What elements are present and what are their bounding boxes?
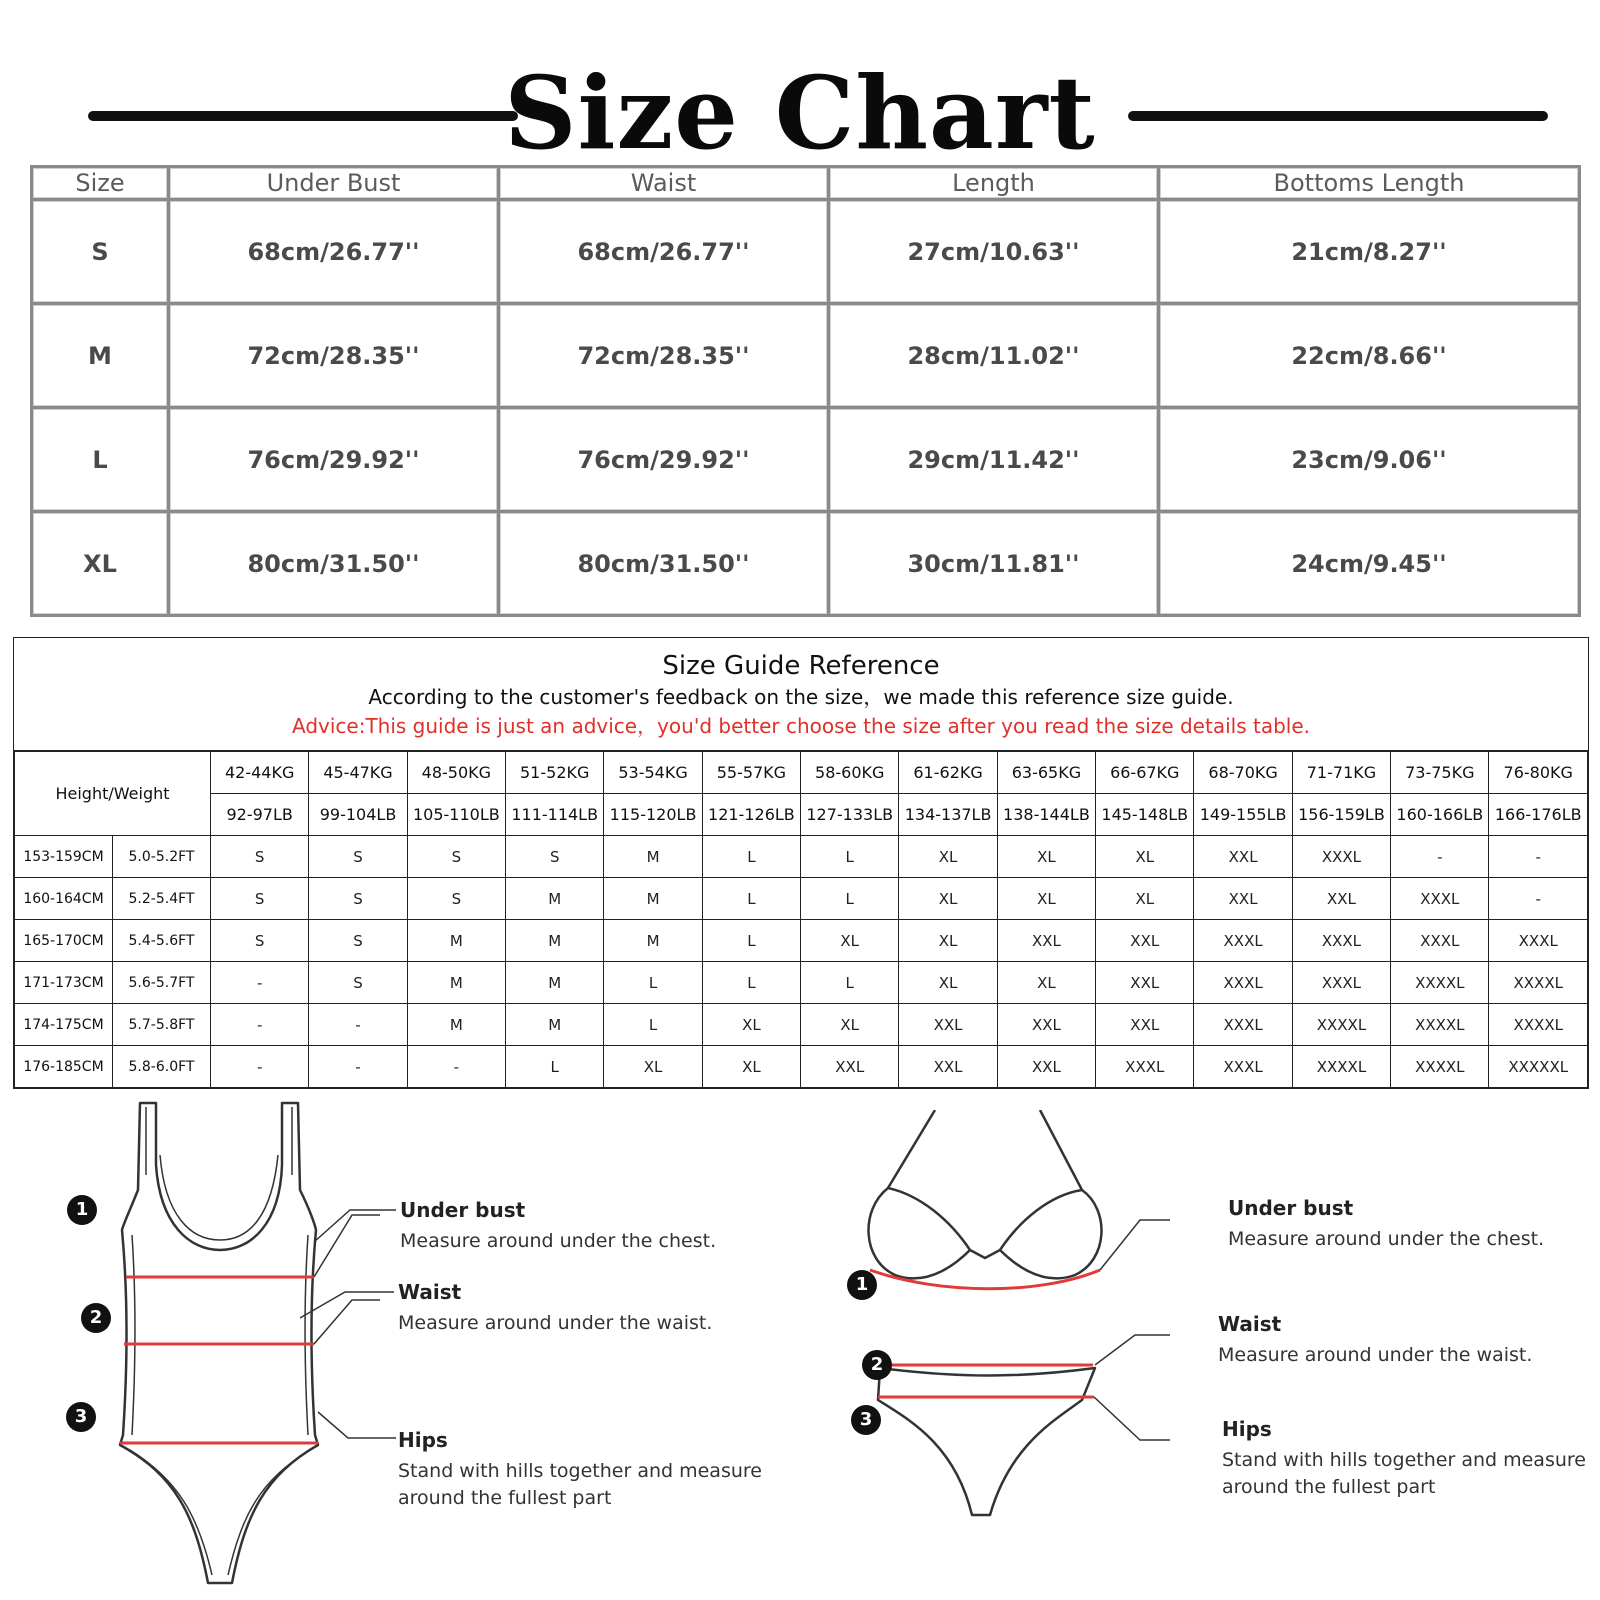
size-cell: M bbox=[32, 304, 169, 408]
recommended-size-cell: XL bbox=[1096, 836, 1194, 878]
recommended-size-cell: L bbox=[506, 1046, 604, 1088]
recommended-size-cell: S bbox=[407, 878, 505, 920]
header-size: Size bbox=[32, 167, 169, 200]
recommended-size-cell: M bbox=[506, 1004, 604, 1046]
height-cm-cell: 174-175CM bbox=[15, 1004, 113, 1046]
measurement-row bbox=[32, 408, 1580, 512]
recommended-size-cell: XXXXXL bbox=[1489, 1046, 1588, 1088]
measurement-table bbox=[30, 165, 1581, 617]
weight-lb-cell: 92-97LB bbox=[211, 794, 309, 836]
recommended-size-cell: XXXL bbox=[1292, 962, 1390, 1004]
measurement-header-row bbox=[32, 167, 1580, 200]
badge-3-icon: 3 bbox=[66, 1402, 96, 1432]
recommended-size-cell: S bbox=[407, 836, 505, 878]
recommended-size-cell: XL bbox=[801, 1004, 899, 1046]
bikini-cup-left bbox=[869, 1188, 970, 1278]
recommended-size-cell: L bbox=[702, 962, 800, 1004]
weight-kg-cell: 53-54KG bbox=[604, 752, 702, 794]
recommended-size-cell: - bbox=[1391, 836, 1489, 878]
under-bust-cell: 72cm/28.35'' bbox=[169, 304, 499, 408]
waist-cell: 76cm/29.92'' bbox=[499, 408, 829, 512]
height-ft-cell: 5.6-5.7FT bbox=[113, 962, 211, 1004]
recommended-size-cell: XXL bbox=[1096, 962, 1194, 1004]
recommended-size-cell: - bbox=[309, 1046, 407, 1088]
recommended-size-cell: XXXXL bbox=[1292, 1004, 1390, 1046]
recommended-size-cell: S bbox=[506, 836, 604, 878]
label-heading: Waist bbox=[398, 1280, 462, 1304]
recommended-size-cell: XXXXL bbox=[1489, 1004, 1588, 1046]
size-cell: S bbox=[32, 200, 169, 304]
badge-1-icon: 1 bbox=[67, 1195, 97, 1225]
recommended-size-cell: L bbox=[702, 920, 800, 962]
under-bust-curve bbox=[870, 1270, 1100, 1289]
bottoms-length-cell: 22cm/8.66'' bbox=[1159, 304, 1580, 408]
recommended-size-cell: M bbox=[604, 836, 702, 878]
recommended-size-cell: XL bbox=[801, 920, 899, 962]
weight-lb-cell: 99-104LB bbox=[309, 794, 407, 836]
bikini-diagram bbox=[850, 1110, 1170, 1580]
recommended-size-cell: XXL bbox=[1096, 920, 1194, 962]
length-cell: 28cm/11.02'' bbox=[829, 304, 1159, 408]
weight-kg-cell: 73-75KG bbox=[1391, 752, 1489, 794]
recommended-size-cell: XL bbox=[604, 1046, 702, 1088]
bikini-bottom-outline bbox=[878, 1368, 1095, 1515]
right-hips-label bbox=[1222, 1417, 1586, 1501]
recommended-size-cell: XL bbox=[997, 878, 1095, 920]
recommended-size-cell: S bbox=[309, 920, 407, 962]
recommended-size-cell: - bbox=[211, 1004, 309, 1046]
label-heading: Waist bbox=[1218, 1312, 1282, 1336]
recommended-size-cell: L bbox=[801, 836, 899, 878]
right-waist-label bbox=[1218, 1312, 1532, 1369]
recommended-size-cell: XL bbox=[997, 962, 1095, 1004]
recommended-size-cell: M bbox=[407, 962, 505, 1004]
recommended-size-cell: XL bbox=[997, 836, 1095, 878]
recommended-size-cell: XXL bbox=[801, 1046, 899, 1088]
recommended-size-cell: XXXXL bbox=[1391, 1004, 1489, 1046]
weight-kg-cell: 51-52KG bbox=[506, 752, 604, 794]
recommended-size-cell: M bbox=[506, 962, 604, 1004]
under-bust-cell: 68cm/26.77'' bbox=[169, 200, 499, 304]
recommended-size-cell: XXXXL bbox=[1391, 962, 1489, 1004]
recommended-size-cell: XXXXL bbox=[1292, 1046, 1390, 1088]
recommended-size-cell: XXXL bbox=[1391, 878, 1489, 920]
weight-kg-cell: 68-70KG bbox=[1194, 752, 1292, 794]
weight-kg-cell: 63-65KG bbox=[997, 752, 1095, 794]
size-guide-header bbox=[14, 638, 1588, 751]
left-hips-label bbox=[398, 1428, 762, 1512]
weight-kg-cell: 61-62KG bbox=[899, 752, 997, 794]
label-heading: Under bust bbox=[400, 1198, 526, 1222]
label-description: around the fullest part bbox=[398, 1487, 612, 1509]
weight-lb-cell: 121-126LB bbox=[702, 794, 800, 836]
height-cm-cell: 160-164CM bbox=[15, 878, 113, 920]
size-guide-table bbox=[14, 751, 1588, 1088]
under-bust-leader bbox=[1100, 1220, 1170, 1270]
bottoms-length-cell: 23cm/9.06'' bbox=[1159, 408, 1580, 512]
height-ft-cell: 5.4-5.6FT bbox=[113, 920, 211, 962]
recommended-size-cell: XXL bbox=[899, 1046, 997, 1088]
weight-kg-row bbox=[15, 752, 1588, 794]
weight-lb-cell: 145-148LB bbox=[1096, 794, 1194, 836]
weight-lb-cell: 105-110LB bbox=[407, 794, 505, 836]
recommended-size-cell: M bbox=[604, 878, 702, 920]
weight-lb-cell: 160-166LB bbox=[1391, 794, 1489, 836]
waist-leader bbox=[1095, 1335, 1170, 1365]
bikini-cup-right bbox=[1000, 1190, 1101, 1278]
recommended-size-cell: M bbox=[506, 920, 604, 962]
weight-lb-cell: 111-114LB bbox=[506, 794, 604, 836]
height-ft-cell: 5.7-5.8FT bbox=[113, 1004, 211, 1046]
recommended-size-cell: XXXL bbox=[1292, 920, 1390, 962]
recommended-size-cell: XXXXL bbox=[1391, 1046, 1489, 1088]
recommended-size-cell: XXXL bbox=[1096, 1046, 1194, 1088]
size-guide-title: Size Guide Reference bbox=[662, 651, 940, 681]
weight-lb-cell: 115-120LB bbox=[604, 794, 702, 836]
recommended-size-cell: S bbox=[309, 962, 407, 1004]
size-guide-reference bbox=[13, 637, 1589, 1089]
recommended-size-cell: M bbox=[407, 1004, 505, 1046]
weight-lb-cell: 149-155LB bbox=[1194, 794, 1292, 836]
badge-2-icon: 2 bbox=[862, 1350, 892, 1380]
waist-cell: 68cm/26.77'' bbox=[499, 200, 829, 304]
badge-3-icon: 3 bbox=[851, 1405, 881, 1435]
height-row bbox=[15, 1004, 1588, 1046]
header-bottoms-length: Bottoms Length bbox=[1159, 167, 1580, 200]
weight-kg-cell: 48-50KG bbox=[407, 752, 505, 794]
recommended-size-cell: XXL bbox=[997, 1004, 1095, 1046]
height-row bbox=[15, 1046, 1588, 1088]
recommended-size-cell: XXL bbox=[997, 920, 1095, 962]
recommended-size-cell: XL bbox=[899, 836, 997, 878]
height-cm-cell: 171-173CM bbox=[15, 962, 113, 1004]
label-description: around the fullest part bbox=[1222, 1476, 1436, 1498]
height-row bbox=[15, 836, 1588, 878]
height-row bbox=[15, 962, 1588, 1004]
height-ft-cell: 5.2-5.4FT bbox=[113, 878, 211, 920]
recommended-size-cell: M bbox=[407, 920, 505, 962]
recommended-size-cell: XL bbox=[899, 962, 997, 1004]
recommended-size-cell: XXXL bbox=[1194, 1046, 1292, 1088]
recommended-size-cell: XXXL bbox=[1194, 962, 1292, 1004]
recommended-size-cell: XXL bbox=[997, 1046, 1095, 1088]
height-cm-cell: 153-159CM bbox=[15, 836, 113, 878]
height-cm-cell: 176-185CM bbox=[15, 1046, 113, 1088]
one-piece-leaders bbox=[300, 1200, 410, 1460]
recommended-size-cell: L bbox=[801, 962, 899, 1004]
height-row bbox=[15, 878, 1588, 920]
recommended-size-cell: S bbox=[309, 836, 407, 878]
recommended-size-cell: XXXL bbox=[1292, 836, 1390, 878]
weight-kg-cell: 58-60KG bbox=[801, 752, 899, 794]
header-length: Length bbox=[829, 167, 1159, 200]
weight-kg-cell: 66-67KG bbox=[1096, 752, 1194, 794]
page-title: Size Chart bbox=[504, 54, 1096, 172]
size-guide-advice: Advice:This guide is just an advice，you'd better choose the size after you read the size details table. bbox=[292, 714, 1310, 738]
waist-cell: 80cm/31.50'' bbox=[499, 512, 829, 616]
length-cell: 29cm/11.42'' bbox=[829, 408, 1159, 512]
weight-lb-cell: 127-133LB bbox=[801, 794, 899, 836]
swimsuit-strap-inner bbox=[146, 1107, 292, 1175]
size-guide-subtitle: According to the customer's feedback on the size，we made this reference size guide. bbox=[368, 685, 1234, 709]
size-cell: XL bbox=[32, 512, 169, 616]
recommended-size-cell: XL bbox=[702, 1046, 800, 1088]
recommended-size-cell: XL bbox=[899, 878, 997, 920]
weight-lb-row bbox=[15, 794, 1588, 836]
length-cell: 27cm/10.63'' bbox=[829, 200, 1159, 304]
recommended-size-cell: XL bbox=[899, 920, 997, 962]
length-cell: 30cm/11.81'' bbox=[829, 512, 1159, 616]
recommended-size-cell: - bbox=[211, 962, 309, 1004]
label-description: Measure around under the waist. bbox=[398, 1312, 713, 1334]
recommended-size-cell: XL bbox=[702, 1004, 800, 1046]
bottoms-length-cell: 21cm/8.27'' bbox=[1159, 200, 1580, 304]
right-under-bust-label bbox=[1228, 1196, 1544, 1253]
size-chart-header bbox=[0, 48, 1600, 178]
recommended-size-cell: XXXL bbox=[1489, 920, 1588, 962]
height-row bbox=[15, 920, 1588, 962]
weight-lb-cell: 134-137LB bbox=[899, 794, 997, 836]
label-description: Measure around under the chest. bbox=[400, 1230, 717, 1252]
recommended-size-cell: XL bbox=[1096, 878, 1194, 920]
height-ft-cell: 5.0-5.2FT bbox=[113, 836, 211, 878]
measurement-row bbox=[32, 200, 1580, 304]
recommended-size-cell: S bbox=[211, 878, 309, 920]
recommended-size-cell: L bbox=[801, 878, 899, 920]
bikini-strap-right bbox=[1040, 1110, 1082, 1190]
weight-kg-cell: 42-44KG bbox=[211, 752, 309, 794]
measurement-row bbox=[32, 304, 1580, 408]
recommended-size-cell: XXXL bbox=[1194, 920, 1292, 962]
height-ft-cell: 5.8-6.0FT bbox=[113, 1046, 211, 1088]
weight-lb-cell: 156-159LB bbox=[1292, 794, 1390, 836]
recommended-size-cell: S bbox=[309, 878, 407, 920]
label-description: Stand with hills together and measure bbox=[398, 1460, 762, 1482]
bikini-strap-left bbox=[888, 1110, 935, 1188]
left-waist-label bbox=[398, 1280, 712, 1337]
swimsuit-side-inner bbox=[132, 1235, 308, 1435]
height-cm-cell: 165-170CM bbox=[15, 920, 113, 962]
under-bust-cell: 76cm/29.92'' bbox=[169, 408, 499, 512]
recommended-size-cell: - bbox=[407, 1046, 505, 1088]
swimsuit-neck-inner bbox=[160, 1155, 278, 1240]
recommended-size-cell: XXXXL bbox=[1489, 962, 1588, 1004]
label-description: Measure around under the waist. bbox=[1218, 1344, 1533, 1366]
recommended-size-cell: XXXL bbox=[1194, 1004, 1292, 1046]
recommended-size-cell: L bbox=[604, 1004, 702, 1046]
recommended-size-cell: - bbox=[211, 1046, 309, 1088]
header-under-bust: Under Bust bbox=[169, 167, 499, 200]
label-heading: Hips bbox=[398, 1428, 448, 1452]
hips-leader bbox=[1094, 1397, 1170, 1440]
recommended-size-cell: - bbox=[1489, 878, 1588, 920]
badge-2-icon: 2 bbox=[81, 1303, 111, 1333]
weight-lb-cell: 166-176LB bbox=[1489, 794, 1588, 836]
recommended-size-cell: L bbox=[702, 836, 800, 878]
swimsuit-leg-inner bbox=[130, 1450, 310, 1575]
badge-1-icon: 1 bbox=[847, 1270, 877, 1300]
size-cell: L bbox=[32, 408, 169, 512]
weight-kg-cell: 71-71KG bbox=[1292, 752, 1390, 794]
recommended-size-cell: XXL bbox=[1096, 1004, 1194, 1046]
recommended-size-cell: S bbox=[211, 920, 309, 962]
left-under-bust-label bbox=[400, 1198, 716, 1255]
recommended-size-cell: - bbox=[309, 1004, 407, 1046]
recommended-size-cell: S bbox=[211, 836, 309, 878]
weight-kg-cell: 55-57KG bbox=[702, 752, 800, 794]
header-waist: Waist bbox=[499, 167, 829, 200]
height-weight-label: Height/Weight bbox=[15, 752, 211, 836]
label-heading: Under bust bbox=[1228, 1196, 1354, 1220]
bikini-center bbox=[970, 1250, 1000, 1258]
waist-cell: 72cm/28.35'' bbox=[499, 304, 829, 408]
recommended-size-cell: XXXL bbox=[1391, 920, 1489, 962]
recommended-size-cell: XXL bbox=[1292, 878, 1390, 920]
recommended-size-cell: XXL bbox=[899, 1004, 997, 1046]
label-description: Measure around under the chest. bbox=[1228, 1228, 1545, 1250]
bottoms-length-cell: 24cm/9.45'' bbox=[1159, 512, 1580, 616]
recommended-size-cell: L bbox=[702, 878, 800, 920]
recommended-size-cell: XXL bbox=[1194, 878, 1292, 920]
weight-lb-cell: 138-144LB bbox=[997, 794, 1095, 836]
label-heading: Hips bbox=[1222, 1417, 1272, 1441]
recommended-size-cell: M bbox=[506, 878, 604, 920]
recommended-size-cell: - bbox=[1489, 836, 1588, 878]
weight-kg-cell: 45-47KG bbox=[309, 752, 407, 794]
measurement-row bbox=[32, 512, 1580, 616]
recommended-size-cell: L bbox=[604, 962, 702, 1004]
weight-kg-cell: 76-80KG bbox=[1489, 752, 1588, 794]
recommended-size-cell: XXL bbox=[1194, 836, 1292, 878]
under-bust-cell: 80cm/31.50'' bbox=[169, 512, 499, 616]
recommended-size-cell: M bbox=[604, 920, 702, 962]
label-description: Stand with hills together and measure bbox=[1222, 1449, 1586, 1471]
